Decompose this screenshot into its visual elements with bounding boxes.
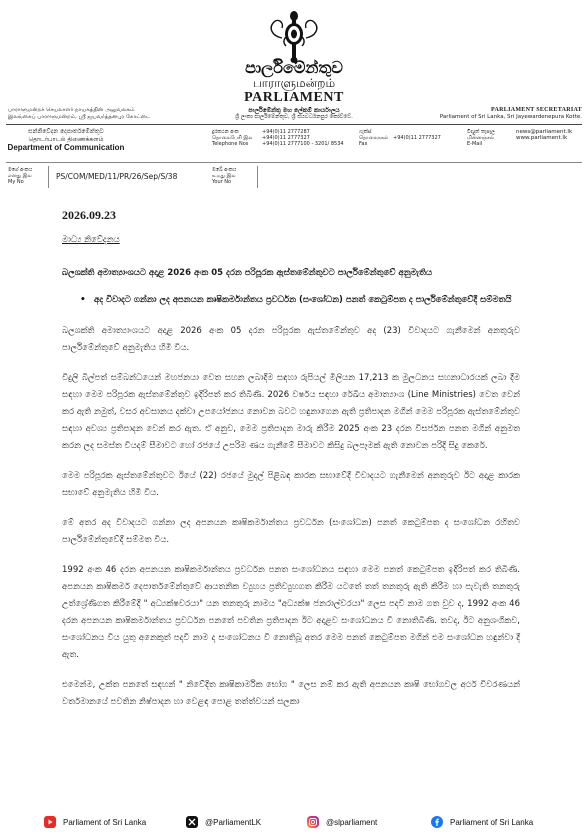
x-icon: [186, 816, 198, 828]
bullet-point: • අද විවාදට ගන්නා ලද අපනයන කෘෂිකර්මාන්තය ප්‍රවර්ධන (සංශෝධන) පනත් කෙටුම්පත ද පාර්ලිමේන්තුවේදී සම්මතයි: [62, 292, 520, 309]
facebook-icon: [431, 816, 443, 828]
social-footer: [0, 810, 588, 835]
media-release-title: මාධ්‍ය නිවේදනය: [62, 235, 120, 245]
headline: බලශක්ති අමාත්‍යාංශයට අදාළ 2026 අංක 05 දරන පරිපූරක ඇස්තමේන්තුවට පාර්ලිමේන්තුවේ අනුමැතිය: [62, 268, 433, 278]
x-link[interactable]: @ParliamentLK: [186, 816, 261, 828]
divider: [257, 166, 258, 188]
email-web: [516, 129, 572, 141]
fax-number: +94(0)11 2777327: [393, 135, 441, 141]
press-release-body: [62, 208, 520, 724]
secretariat-tamil: பாராளுமன்றச் செயலாளர் நாயகத்தின் அலுவலகம் இலங்கைப் பாராளுமன்றம், ஸ்ரீ ஜயவர்த்தனபுர கோட்டை: [8, 107, 151, 120]
my-no-label: මගේ අංකය எனது இல My No: [8, 167, 33, 185]
email-label: විද්‍යුත් තැපෑල மின்னஞ்சல் E-Mail: [467, 129, 495, 147]
parliament-name-sinhala: පාර්ලිමේන්තුව: [245, 58, 343, 77]
paragraph: විදුලි බිල්පත් සම්බන්ධයෙන් මහජනයා වෙත සහන ලබාදීම සඳහා රුපියල් මිලියන 17,213 ක මුලධනය සහනාධාරයක් ලබා දීම සඳහා මෙම පරිපූරක ඇස්තමේන්තුව ඉදිරිපත් කර තිබිණි. 2026 වර්ෂය සඳහා රේඛීය අමාත්‍යාංශ (Line Ministries) වෙත වෙන් කර ඇති නමුත්, වසර අවසානය දක්වා උපයෝජනය නොවන බවට හඳුනාගෙන ඇති ප්‍රතිපාදන මගින් මෙම පරිපූරක ඇස්තමේන්තුව සඳහා අවශ්‍ය ප්‍රතිපාදන වෙන් කර ඇත. ඒ අනුව, මෙම ප්‍රතිපාදන මාරු කිරීම 2025 අංක 23 දරන විසර්ජන පනත මගින් අනුමත කරන ලද සමස්ත වියදම් සීමාවට හෝ රජයේ උපරිම ණය ගැනීමේ සීමාවට කිසිදු බලපෑමක් ඇති නොවන පරිදි සිදු කෙරේ.: [62, 373, 520, 451]
department-block: සන්නිවේදන දෙපාර්තමේන්තුව தொடர்பாடல் திணைக்களம் Department of Communication: [7, 128, 125, 152]
parliament-name-tamil: பாராளுமன்றம்: [252, 76, 336, 90]
paragraph: මේ අතර අද විවාදයට ගන්නා ලද අපනයන කෘෂිකර්මාන්තය ප්‍රවර්ධන (සංශෝධන) පනත් කෙටුම්පත ද සංශෝධන රහිතව පාර්ලිමේන්තුවේදී සම්මත විය.: [62, 518, 520, 545]
youtube-link[interactable]: Parliament of Sri Lanka: [44, 816, 146, 828]
divider: [6, 124, 582, 125]
parliament-name-english: PARLIAMENT: [244, 90, 344, 105]
letterhead: [0, 0, 588, 140]
secretariat-sinhala: පාර්ලිමේන්තු මහ ලේකම් කාර්යාලය ශ්‍රී ලංකා පාර්ලිමේන්තුව, ශ්‍රී ජයවර්ධනපුර කෝට්ටේ.: [235, 107, 353, 120]
paragraph: බලශක්ති අමාත්‍යාංශයට අදාළ 2026 අංක 05 දරන පරිපූරක ඇස්තමේන්තුව අද (23) විවාදයට ගැනීමෙන් අනතුරුව පාර්ලිමේන්තුවේ අනුමැතිය හිමි විය.: [62, 326, 520, 353]
divider: [48, 166, 49, 188]
release-date: 2026.09.23: [62, 208, 116, 222]
your-no-label: ඔබේ අංකය உமது இல Your No: [212, 167, 237, 185]
paragraph: එමෙන්ම, උක්ත පනතේ සඳහන් " නිවේදිත කෘෂිකාර්මික භෝග " ලෙස නම් කර ඇති අපනයන කෘෂි භෝගවල අර්ථ විවරණයන් වර්තමානයේ පවතින නිෂ්පාදන හා වෙළඳ පොළ තත්ත්වයන් සලකා: [62, 680, 520, 707]
youtube-icon: [44, 816, 56, 828]
telephone-label: දුරකථන අංක தொலைபேசி இல Telephone Nos: [212, 129, 253, 147]
telephone-numbers: +94(0)11 2777287 +94(0)11 2777327 +94(0)11 2777100 - 3201/ 8534: [262, 129, 344, 147]
bullet-icon: •: [80, 295, 86, 305]
divider: [6, 162, 582, 163]
instagram-icon: [307, 816, 319, 828]
facebook-link[interactable]: Parliament of Sri Lanka: [431, 816, 533, 828]
email-link[interactable]: news@parliament.lk: [516, 129, 573, 135]
reference-number: PS/COM/MED/11/PR/26/Sep/S/38: [56, 172, 178, 181]
paragraph: 1992 අංක 46 දරන අපනයන කෘෂිකර්මාන්තය ප්‍රවර්ධන පනත සංශෝධනය සඳහා මෙම පනත් කෙටුම්පත ඉදිරිපත් කර තිබිණි. අපනයන කෘෂිකර්ම දෙපාර්තමේන්තුවේ ආයතනික ව්‍යුහය ප්‍රතිව්‍යුහගත කිරීම යටතේ තත් තනතුරු ඇති කිරීම හා පැවැති තනතුරු උත්ශ්‍රේණිගත කිරීමේදී " අධ්‍යක්ෂවරයා" යන තනතුරු නාමය "අධ්‍යක්ෂ ජනරාල්වරයා" ලෙස පදවි නාම ගත වුව ද, 1992 අංක 46 දරන අපනයන කෘෂිකර්මාන්තය ප්‍රවර්ධන පනතේ පවතින ප්‍රතිපාදන ඊට අදාළව සංශෝධනය වී නොතිබිණි. තවද, ඊට අනුශංගිකව, සංශෝධනය විය යුතු අනෙකුත් පදවි නාම ද සංශෝධනය වී නොතිබූ අතර මෙම පනත් කෙටුම්පත මගින් එම සංශෝධන හඳුන්වා දී ඇත.: [62, 565, 520, 660]
website-link[interactable]: www.parliament.lk: [516, 135, 568, 141]
instagram-link[interactable]: @slparliament: [307, 816, 377, 828]
fax-label: ෆැක්ස් தொலைநகல் Fax: [359, 129, 389, 147]
paragraph: මෙම පරිපූරක ඇස්තමේන්තුවට ඊයේ (22) රජයේ මුදල් පිළිබඳ කාරක සභාවේදී විවාදයට ගැනීමෙන් අනතුරුව ඊට අදාළ කාරක සභාවේ අනුමැතිය හිමි විය.: [62, 471, 520, 498]
secretariat-english: PARLIAMENT SECRETARIAT Parliament of Sri Lanka, Sri Jayewardenepura Kotte.: [439, 107, 582, 120]
